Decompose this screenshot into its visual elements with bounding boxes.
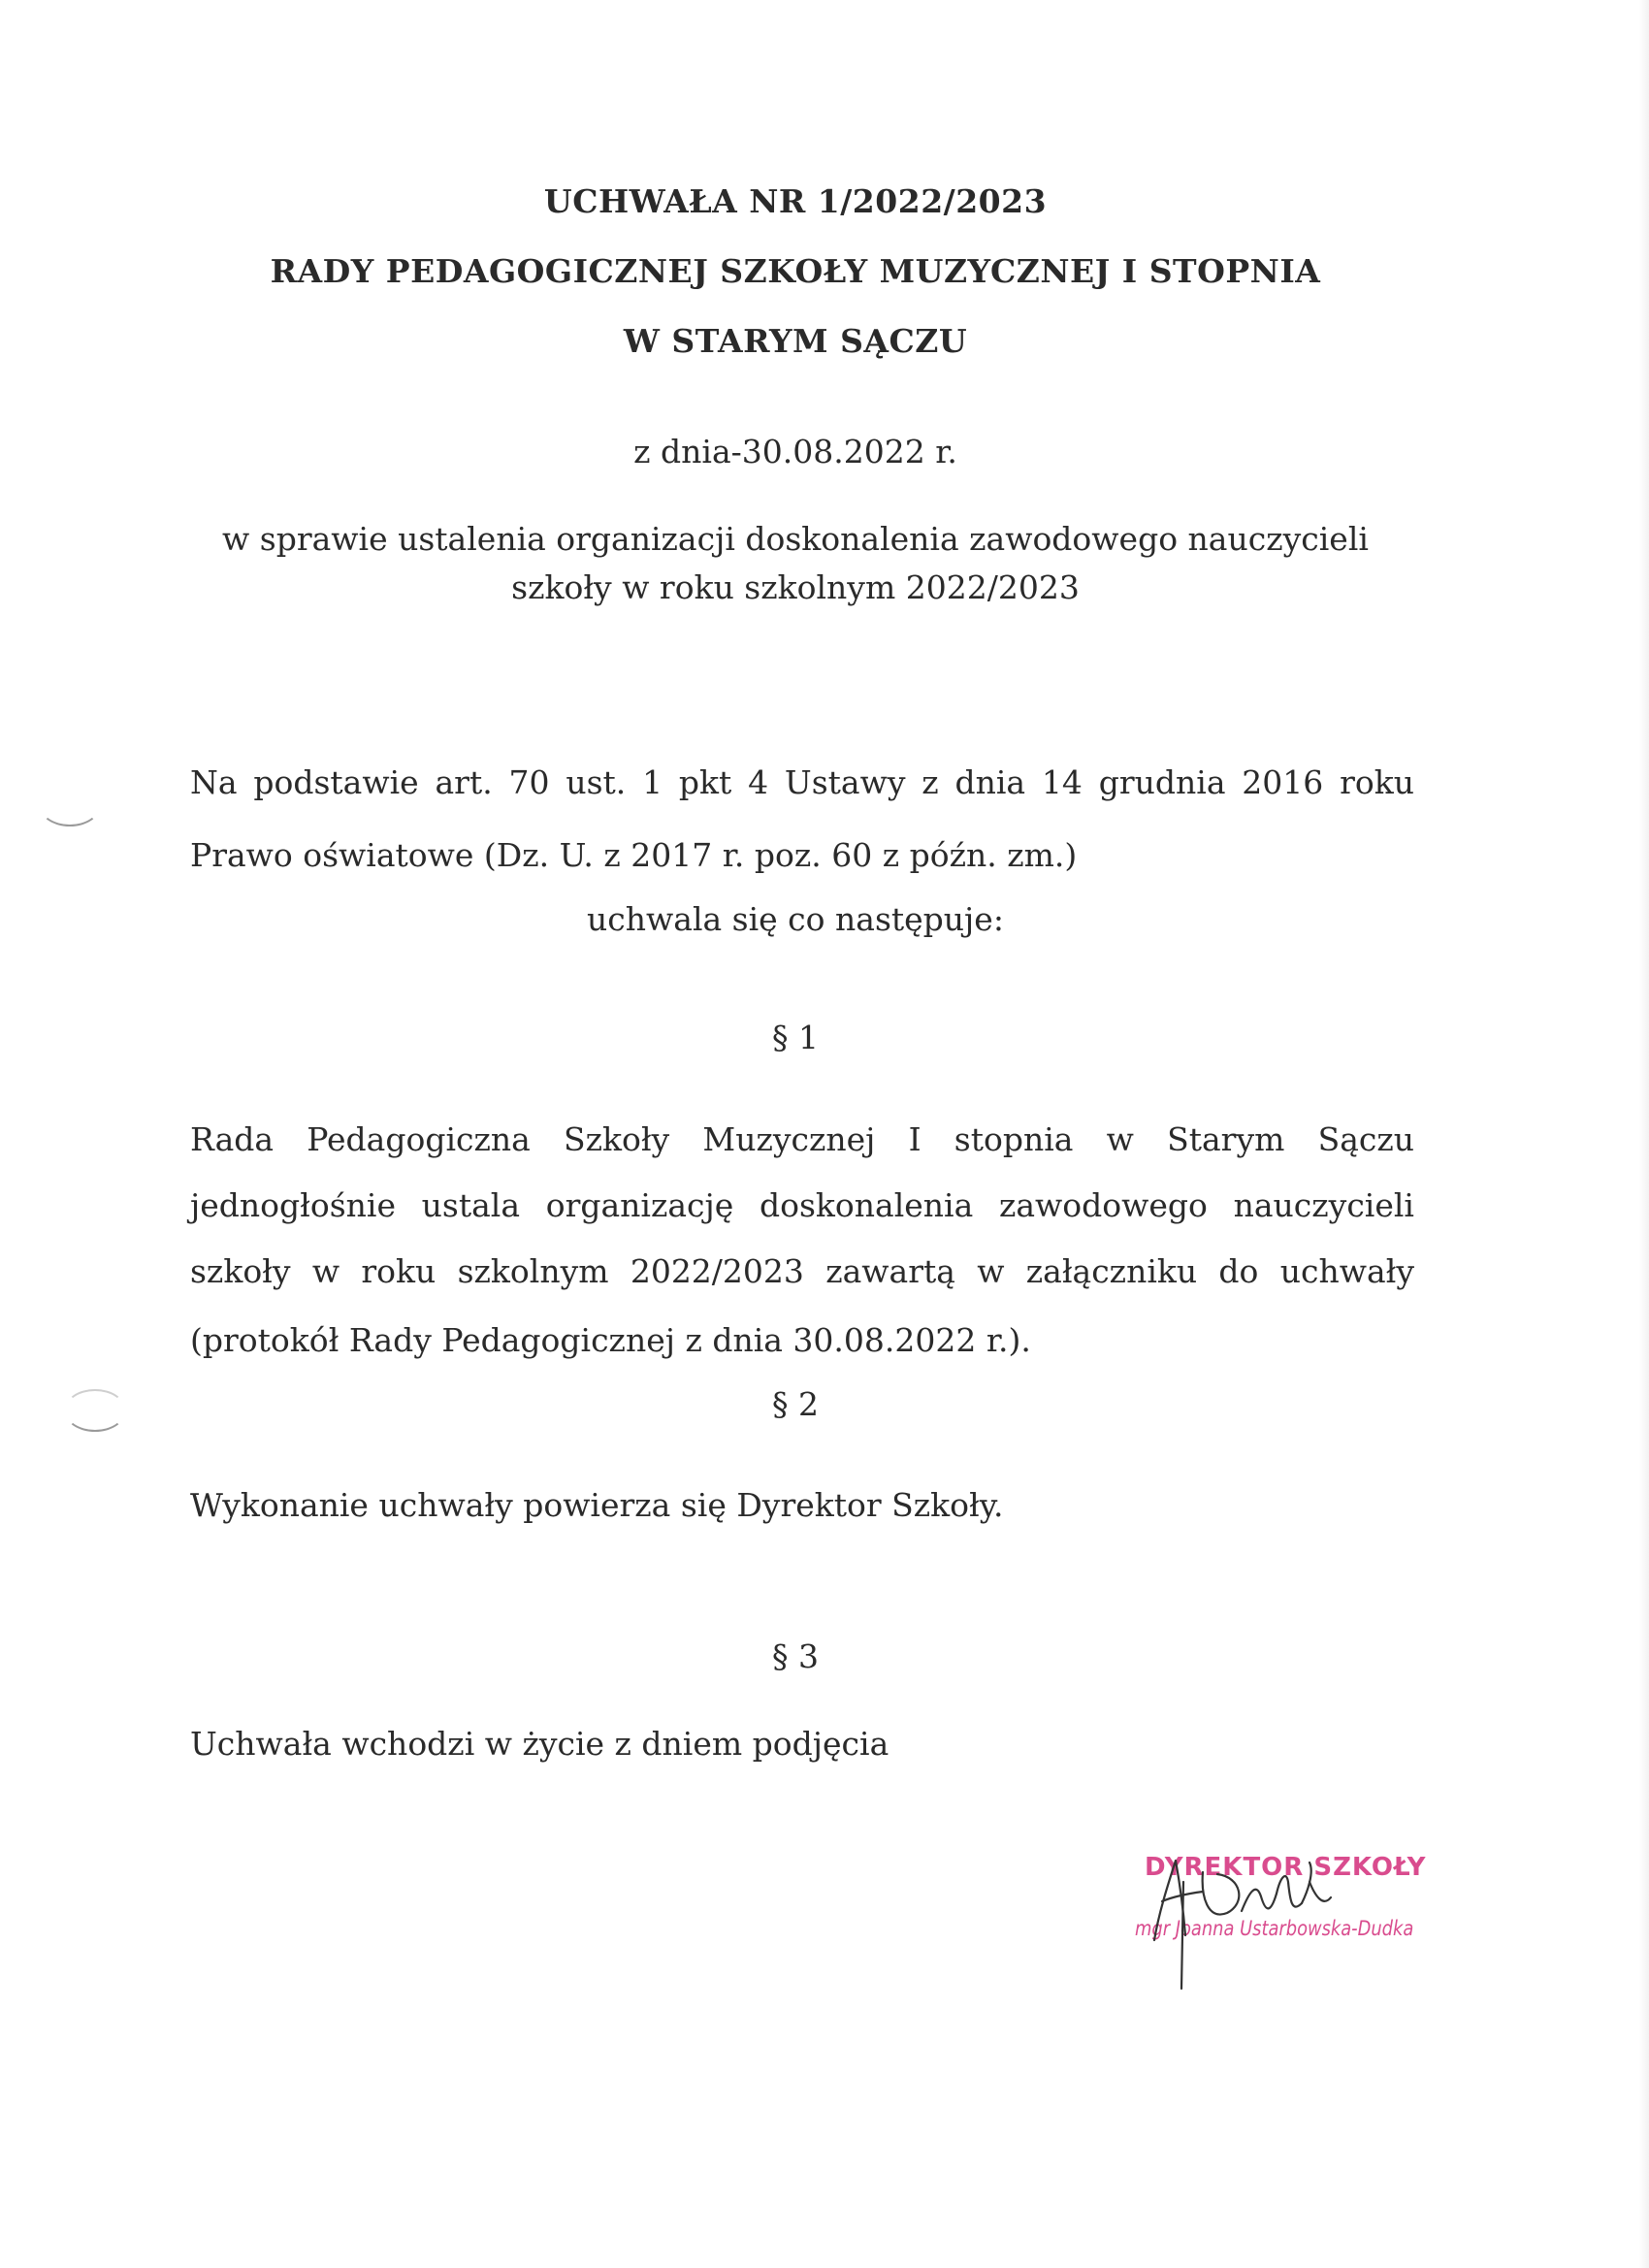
section-1-line-2: jednogłośnie ustala organizację doskonalenia zawodowego nauczycieli	[190, 1186, 1414, 1224]
stamp-name: mgr Joanna Ustarbowska-Dudka	[1135, 1917, 1414, 1940]
legal-basis-line-1: Na podstawie art. 70 ust. 1 pkt 4 Ustawy z dnia 14 grudnia 2016 roku	[190, 763, 1414, 801]
section-1-line-1: Rada Pedagogiczna Szkoły Muzycznej I stopnia w Starym Sączu	[190, 1120, 1414, 1158]
section-1-line-3: szkoły w roku szkolnym 2022/2023 zawartą w załączniku do uchwały	[190, 1252, 1414, 1290]
section-2-text: Wykonanie uchwały powierza się Dyrektor Szkoły.	[190, 1486, 1004, 1524]
section-1-line-4: (protokół Rady Pedagogicznej z dnia 30.08.2022 r.).	[190, 1321, 1031, 1359]
punch-hole-mark	[39, 784, 101, 826]
section-3-text: Uchwała wchodzi w życie z dniem podjęcia	[190, 1725, 889, 1763]
school-location: W STARYM SĄCZU	[623, 322, 968, 360]
signature-icon	[1116, 1843, 1455, 1998]
council-name: RADY PEDAGOGICZNEJ SZKOŁY MUZYCZNEJ I STOPNIA	[270, 252, 1321, 290]
stamp-title: DYREKTOR SZKOŁY	[1145, 1853, 1427, 1882]
section-3-heading: § 3	[772, 1637, 819, 1675]
section-1-heading: § 1	[772, 1019, 819, 1056]
section-2-heading: § 2	[772, 1385, 819, 1423]
director-stamp	[1116, 1843, 1455, 1979]
resolution-date: z dnia-30.08.2022 r.	[633, 433, 957, 470]
resolves-as-follows: uchwala się co następuje:	[587, 900, 1004, 938]
scan-edge	[1639, 0, 1649, 2268]
subject-line-2: szkoły w roku szkolnym 2022/2023	[511, 568, 1080, 606]
resolution-number: UCHWAŁA NR 1/2022/2023	[543, 182, 1048, 220]
subject-line-1: w sprawie ustalenia organizacji doskonalenia zawodowego nauczycieli	[222, 520, 1369, 558]
legal-basis-line-2: Prawo oświatowe (Dz. U. z 2017 r. poz. 60 z późn. zm.)	[190, 836, 1078, 874]
